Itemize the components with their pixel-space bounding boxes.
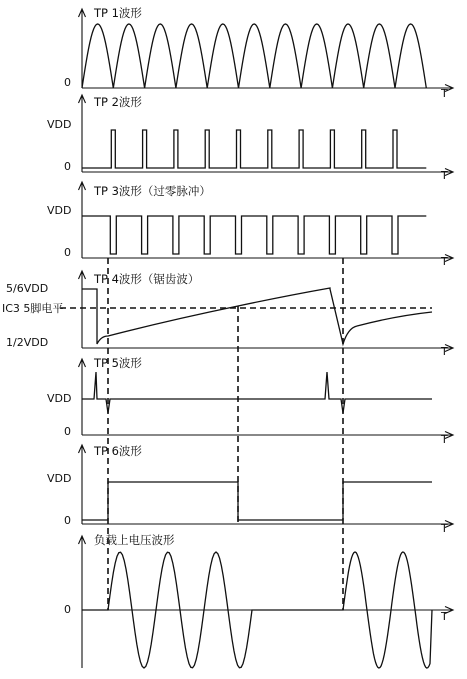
panel-title: TP 2波形 (94, 95, 142, 109)
x-axis-arrow (82, 345, 453, 352)
time-axis-label: T (441, 345, 448, 358)
x-axis-arrow (82, 521, 453, 528)
half-vdd-label: 1/2VDD (6, 336, 49, 349)
time-axis-label: T (441, 169, 448, 182)
zero-label: 0 (64, 514, 71, 527)
y-axis-arrow (79, 182, 86, 258)
gate-drive-wave (82, 482, 432, 520)
x-axis-arrow (82, 169, 453, 176)
panel-title: TP 5波形 (94, 356, 142, 370)
rectified-wave (82, 24, 426, 88)
panel-title: TP 4波形（锯齿波） (94, 272, 200, 286)
x-axis-arrow (82, 255, 453, 262)
panel-tp1 (64, 6, 453, 100)
vdd-label: VDD (47, 472, 72, 485)
five-sixth-vdd-label: 5/6VDD (6, 282, 49, 295)
y-axis-arrow (79, 95, 86, 172)
zero-label: 0 (64, 246, 71, 259)
panel-tp3 (47, 182, 453, 268)
time-axis-label: T (441, 255, 448, 268)
y-axis-arrow (79, 271, 86, 348)
narrow-pulse-wave (82, 130, 426, 168)
trigger-pulse-wave (82, 372, 432, 413)
zero-label: 0 (64, 425, 71, 438)
sawtooth-wave (82, 288, 432, 344)
y-axis-arrow (79, 536, 86, 668)
zero-label: 0 (64, 76, 71, 89)
panel-title: 负载上电压波形 (94, 533, 175, 547)
vdd-label: VDD (47, 204, 72, 217)
panel-load (64, 533, 453, 668)
panel-title: TP 3波形（过零脉冲） (94, 184, 211, 198)
y-axis-arrow (79, 445, 86, 524)
time-axis-label: T (441, 522, 448, 535)
x-axis-arrow (82, 432, 453, 439)
x-axis-arrow (82, 85, 453, 92)
vdd-label: VDD (47, 392, 72, 405)
panel-tp4 (2, 271, 453, 358)
y-axis-arrow (79, 359, 86, 435)
panel-tp2 (47, 95, 453, 182)
panel-title: TP 1波形 (94, 6, 142, 20)
vdd-label: VDD (47, 118, 72, 131)
panel-title: TP 6波形 (94, 444, 142, 458)
time-axis-label: T (441, 610, 448, 623)
zero-crossing-pulse-wave (82, 216, 426, 254)
zero-label: 0 (64, 603, 71, 616)
ic3-pin5-level-label: IC3 5脚电平 (2, 302, 64, 315)
zero-label: 0 (64, 160, 71, 173)
time-axis-label: T (441, 87, 448, 100)
time-axis-label: T (441, 433, 448, 446)
